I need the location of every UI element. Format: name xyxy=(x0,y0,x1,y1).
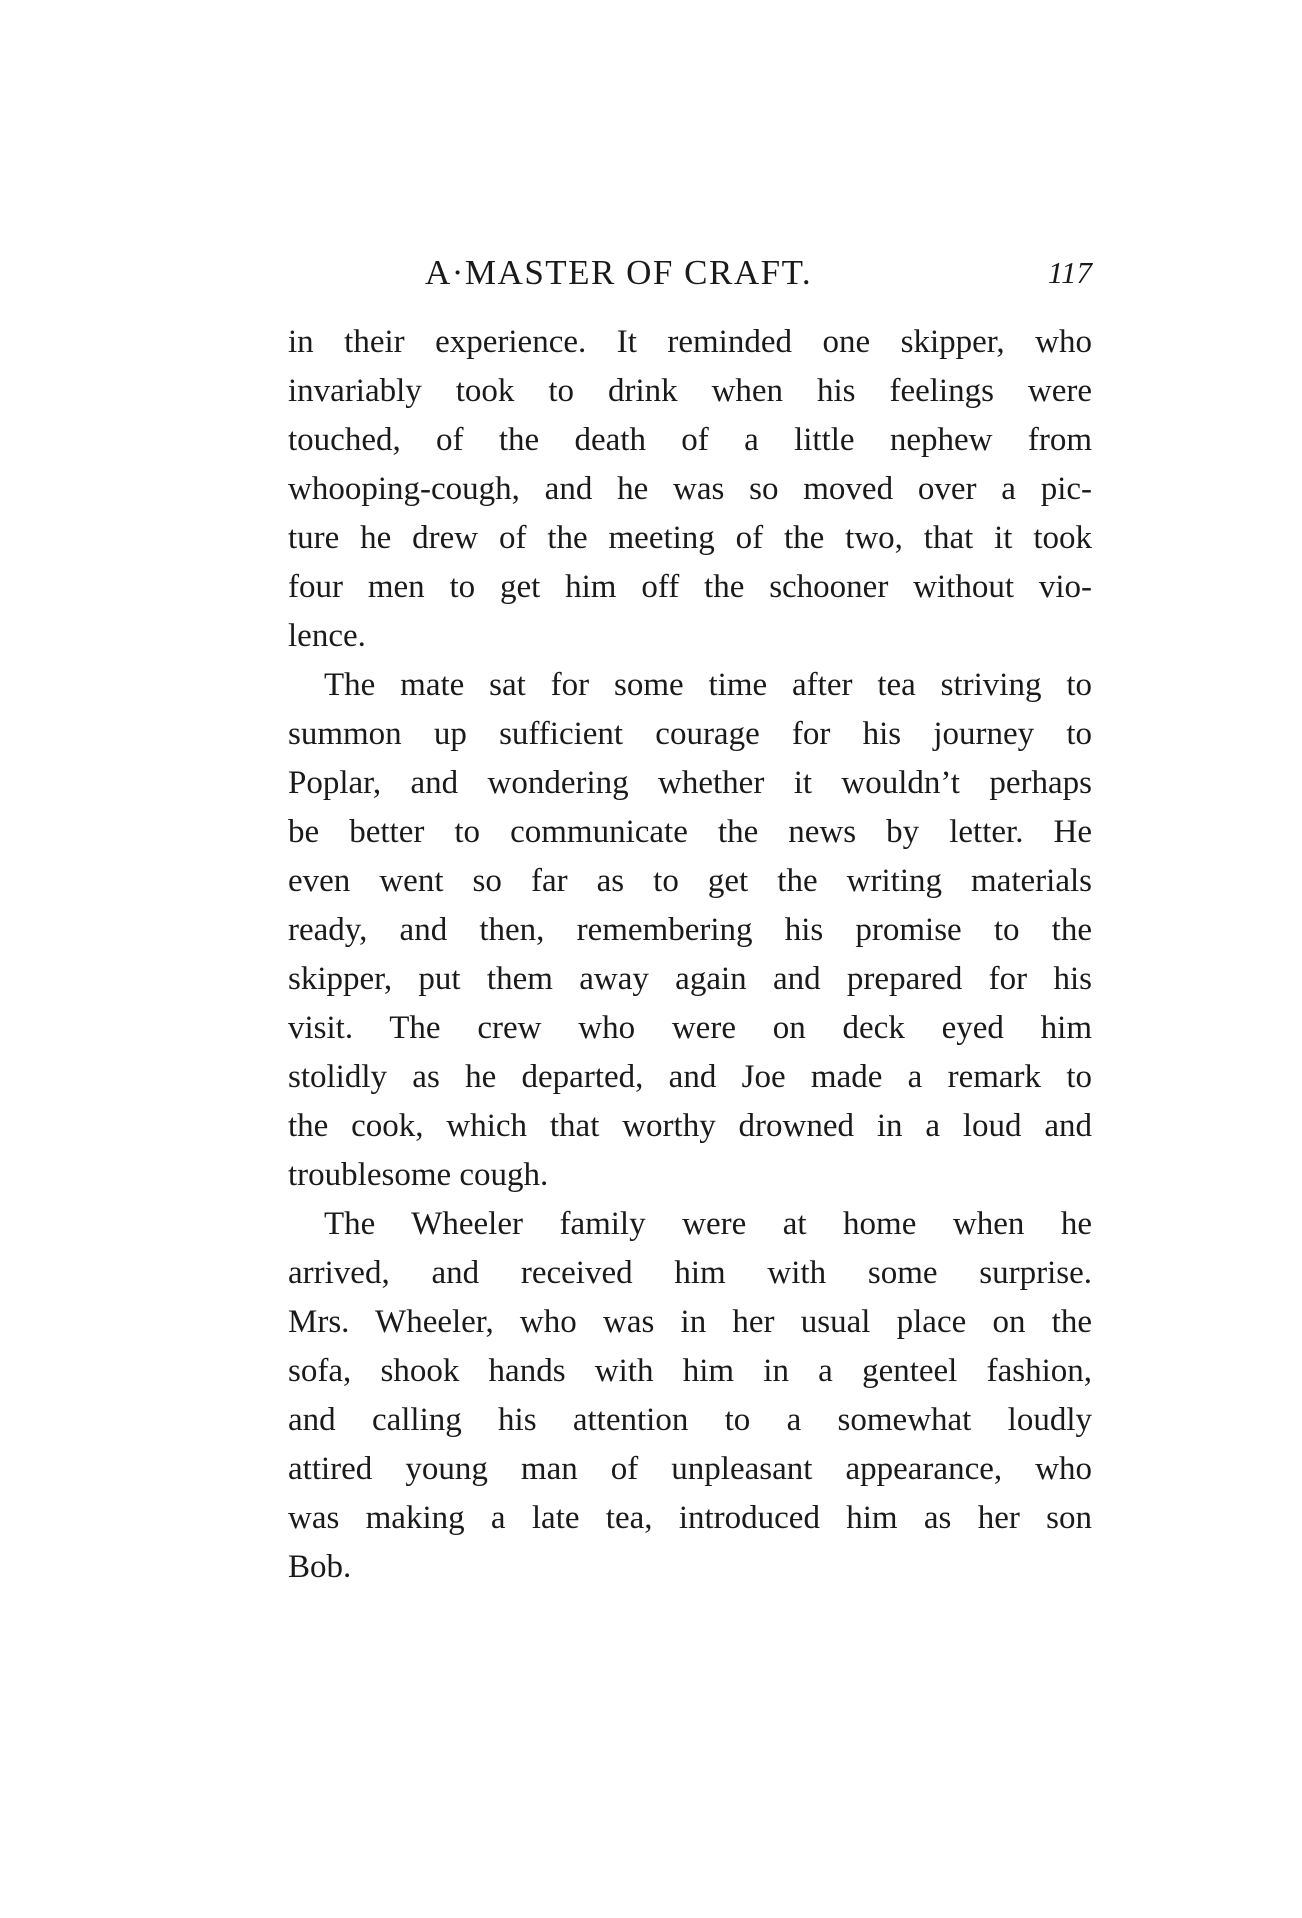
paragraph xyxy=(288,1200,1092,1592)
text-line: summon up sufficient courage for his journey to xyxy=(288,716,1092,752)
text-line: in their experience. It reminded one skipper, who xyxy=(288,324,1092,360)
paragraph xyxy=(288,661,1092,1200)
text-line: touched, of the death of a little nephew from xyxy=(288,422,1092,458)
text-line: even went so far as to get the writing materials xyxy=(288,863,1092,899)
text-line: skipper, put them away again and prepared for his xyxy=(288,961,1092,997)
text-line: was making a late tea, introduced him as her son xyxy=(288,1500,1092,1536)
text-line: whooping-cough, and he was so moved over a pic- xyxy=(288,471,1092,507)
text-line: ready, and then, remembering his promise to the xyxy=(288,912,1092,948)
text-line: and calling his attention to a somewhat loudly xyxy=(288,1402,1092,1438)
text-line: The Wheeler family were at home when he xyxy=(324,1206,1092,1242)
text-line: ture he drew of the meeting of the two, that it took xyxy=(288,520,1092,556)
text-line: invariably took to drink when his feelings were xyxy=(288,373,1092,409)
text-line: attired young man of unpleasant appearance, who xyxy=(288,1451,1092,1487)
page-number: 117 xyxy=(1047,255,1092,290)
text-line: Poplar, and wondering whether it wouldn’t perhaps xyxy=(288,765,1092,801)
text-line: The mate sat for some time after tea striving to xyxy=(324,667,1092,703)
text-line: arrived, and received him with some surprise. xyxy=(288,1255,1092,1291)
text-line: four men to get him off the schooner without vio- xyxy=(288,569,1092,605)
text-line: be better to communicate the news by letter. He xyxy=(288,814,1092,850)
running-head xyxy=(288,248,1092,298)
text-line: stolidly as he departed, and Joe made a remark to xyxy=(288,1059,1092,1095)
body-text xyxy=(288,318,1092,1592)
running-title: A·MASTER OF CRAFT. xyxy=(425,253,813,292)
text-line: the cook, which that worthy drowned in a loud and xyxy=(288,1108,1092,1144)
text-line: sofa, shook hands with him in a genteel fashion, xyxy=(288,1353,1092,1389)
text-line: visit. The crew who were on deck eyed him xyxy=(288,1010,1092,1046)
text-line: lence. xyxy=(288,618,366,654)
text-line: Mrs. Wheeler, who was in her usual place on the xyxy=(288,1304,1092,1340)
paragraph xyxy=(288,318,1092,661)
text-line: Bob. xyxy=(288,1549,352,1585)
text-line: troublesome cough. xyxy=(288,1157,549,1193)
